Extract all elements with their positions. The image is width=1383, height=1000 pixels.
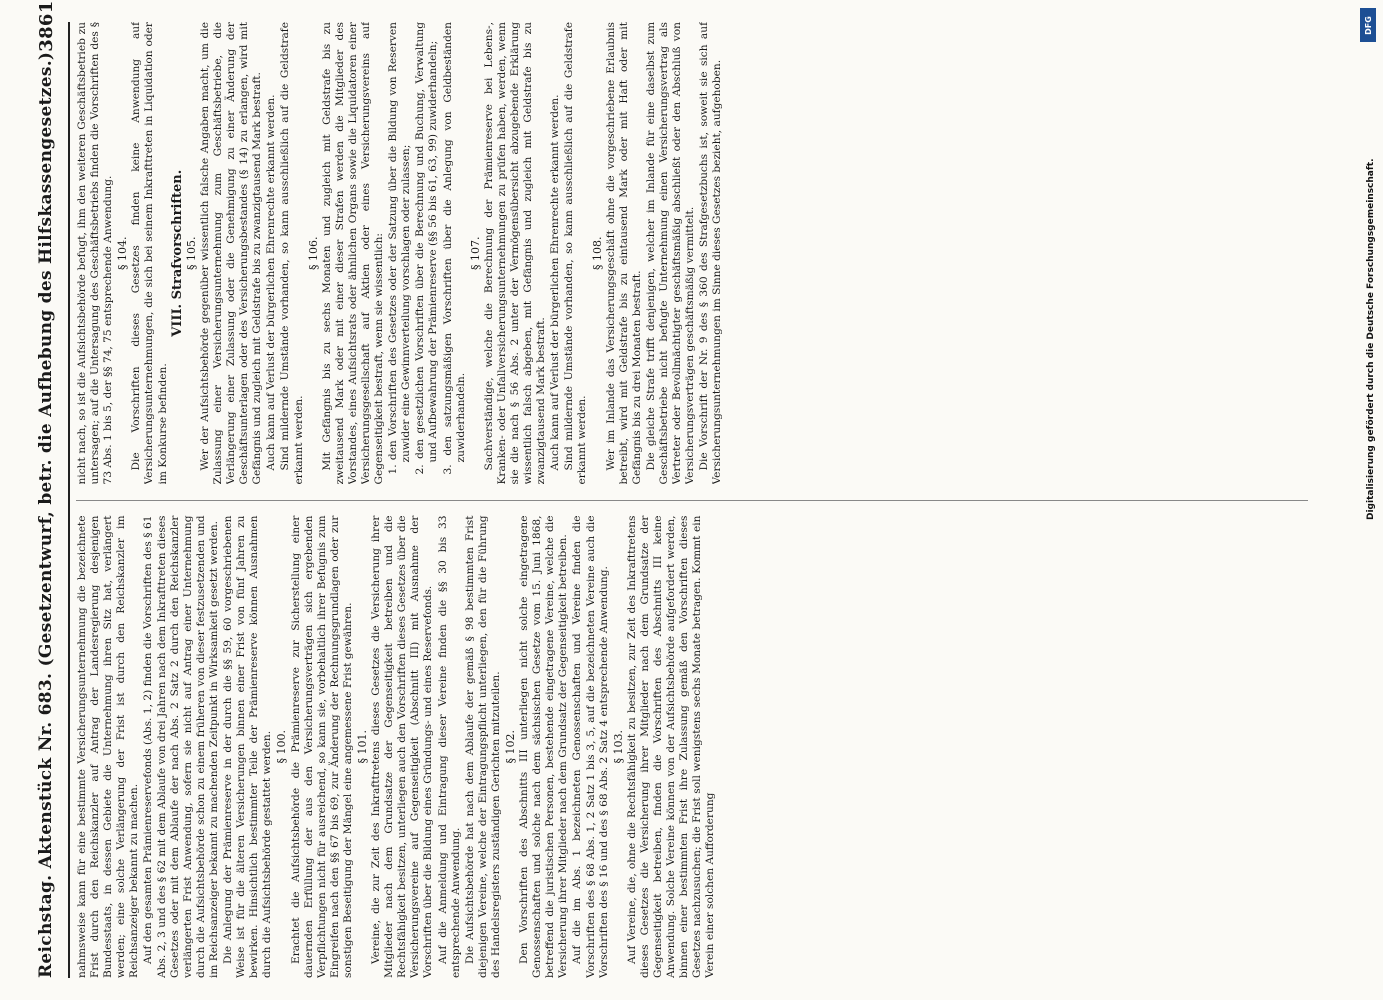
list-item: 2. den gesetzlichen Vorschriften über die Berechnung und Buchung, Verwaltung und Aufbewahrung der Prämienreserve (§§ 56 bis 61, 63, 99) zuwiderhandeln; — [414, 22, 440, 475]
list-item: 1. den Vorschriften des Gesetzes oder der Satzung über die Bildung von Reserven zuwider eine Gewinnverteilung vorschlagen oder zulassen; — [387, 22, 413, 475]
paragraph: Auf Vereine, die, ohne die Rechtsfähigkeit zu besitzen, zur Zeit des Inkrafttretens dieses Gesetzes die Versicherung ihrer Mitglieder nach dem Grundsatze der Gegenseitigkeit betreiben, finden die Vorschriften des Abschnitts III keine Anwendung. Solche Vereine können von der Aufsichtsbehörde aufgefordert werden, binnen einer bestimmten Frist ihre Zulassung gemäß den Vorschriften dieses Gesetzes nachzusuchen; die Frist soll wenigstens sechs Monate betragen. Kommt ein Verein einer solchen Aufforderung — [625, 515, 717, 978]
paragraph: Die Vorschrift der Nr. 9 des § 360 des Strafgesetzbuchs ist, soweit sie sich auf Versicherungsunternehmungen im Sinne dieses Gesetzes bezieht, aufgehoben. — [698, 22, 724, 485]
paragraph: nahmsweise kann für eine bestimmte Versicherungsunternehmung die bezeichnete Frist durch den Reichskanzler auf Antrag der Landesregierung desjenigen Bundesstaats, in dessen Gebiete die Unternehmung ihren Sitz hat, verlängert werden; eine solche Verlängerung der Frist ist durch den Reichskanzler im Reichsanzeiger bekannt zu machen. — [76, 515, 141, 978]
section-number: § 100. — [275, 730, 289, 764]
list-item: 3. den satzungsmäßigen Vorschriften über die Anlegung von Geldbeständen zuwiderhandeln. — [441, 22, 467, 475]
paragraph: Die Vorschriften dieses Gesetzes finden keine Anwendung auf Versicherungsunternehmungen, die sich bei seinem Inkrafttreten in Liquidation oder im Konkurse befinden. — [130, 22, 169, 485]
paragraph: Auf die Anmeldung und Eintragung dieser Vereine finden die §§ 30 bis 33 entsprechende Anwendung. — [436, 515, 462, 978]
paragraph: Auf den gesamten Prämienreservefonds (Abs. 1, 2) finden die Vorschriften des § 61 Abs. 2, 3 und des § 62 mit dem Ablaufe von drei Jahren nach dem Inkrafttreten dieses Gesetzes oder mit dem Ablaufe der nach Abs. 2 Satz 2 durch den Reichskanzler verlängerten Frist Anwendung, sofern sie nicht auf Antrag einer Unternehmung durch die Aufsichtsbehörde schon zu einem früheren von dieser festzusetzenden und im Reichsanzeiger bekannt zu machenden Zeitpunkt in Wirksamkeit gesetzt werden. — [142, 515, 220, 978]
text-columns — [76, 22, 1308, 978]
section-number: § 103. — [611, 730, 625, 764]
paragraph: Auf die im Abs. 1 bezeichneten Genossenschaften und Vereine finden die Vorschriften des § 68 Abs. 1, 2 Satz 1 bis 3, 5, auf die bezeichneten Vereine auch die Vorschriften des § 16 und des § 68 Abs. 2 Satz 4 entsprechende Anwendung. — [571, 515, 610, 978]
section-number: § 101. — [355, 730, 369, 764]
paragraph: Sind mildernde Umstände vorhanden, so kann ausschließlich auf die Geldstrafe erkannt werden. — [279, 22, 305, 485]
section-number: § 105. — [184, 236, 198, 270]
section-number: § 108. — [590, 236, 604, 270]
paragraph: Die Aufsichtsbehörde hat nach dem Ablaufe der gemäß § 98 bestimmten Frist diejenigen Vereine, welche der Eintragungspflicht unterliegen, den für die Führung des Handelsregisters zuständigen Gerichten mitzuteilen. — [463, 515, 502, 978]
paragraph: Die gleiche Strafe trifft denjenigen, welcher im Inlande für eine daselbst zum Geschäftsbetriebe nicht befugte Unternehmung einen Versicherungsvertrag als Vertreter oder Bevollmächtigter geschäftsmäßig abschließt oder den Abschluß von Versicherungsverträgen geschäftsmäßig vermittelt. — [644, 22, 697, 485]
section-number: § 107. — [468, 236, 482, 270]
paragraph: Vereine, die zur Zeit des Inkrafttretens dieses Gesetzes die Versicherung ihrer Mitglieder nach dem Grundsatze der Gegenseitigkeit betreiben und die Rechtsfähigkeit besitzen, unterliegen auch den Vorschriften dieses Gesetzes über die Versicherungsvereine auf Gegenseitigkeit (Abschnitt III) mit Ausnahme der Vorschriften über die Bildung eines Gründungs- und eines Reservefonds. — [370, 515, 435, 978]
rotated-document — [16, 0, 1316, 1000]
section-number: § 104. — [116, 236, 130, 270]
paragraph: Mit Gefängnis bis zu sechs Monaten und zugleich mit Geldstrafe bis zu zweitausend Mark oder mit einer dieser Strafen werden die Mitglieder des Vorstandes, eines Aufsichtsrats oder ähnlichen Organs sowie die Liquidatoren einer Versicherungsgesellschaft auf Aktien oder eines Versicherungsvereins auf Gegenseitigkeit bestraft, wenn sie wissentlich: — [320, 22, 386, 485]
paragraph: Die Anlegung der Prämienreserve in der durch die §§ 59, 60 vorgeschriebenen Weise ist für die älteren Versicherungen binnen einer Frist von fünf Jahren zu bewirken. Hinsichtlich bestimmter Teile der Prämienreserve können Ausnahmen durch die Aufsichtsbehörde gestattet werden. — [222, 515, 274, 978]
paragraph: Auch kann auf Verlust der bürgerlichen Ehrenrechte erkannt werden. — [265, 94, 278, 471]
paragraph: Wer der Aufsichtsbehörde gegenüber wissentlich falsche Angaben macht, um die Zulassung einer Versicherungsunternehmung zum Geschäftsbetriebe, die Verlängerung einer Zulassung oder die Genehmigung zu einer Änderung der Geschäftsunterlagen oder des Versicherungsbestandes (§ 14) zu erlangen, wird mit Gefängnis und zugleich mit Geldstrafe bis zu zwanzigtausend Mark bestraft. — [198, 22, 264, 485]
dfg-logo: DFG — [1360, 8, 1376, 42]
section-heading: VIII. Strafvorschriften. — [169, 169, 185, 337]
section-number: § 102. — [504, 730, 517, 764]
paragraph: nicht nach, so ist die Aufsichtsbehörde befugt, ihm den weiteren Geschäftsbetrieb zu untersagen; auf die Untersagung des Geschäftsbetriebs finden die Vorschriften des § 73 Abs. 1 bis 5, der §§ 74, 75 entsprechende Anwendung. — [76, 22, 115, 485]
page-number: 3861 — [35, 0, 57, 52]
left-column — [76, 501, 1308, 979]
paragraph: Wer im Inlande das Versicherungsgeschäft ohne die vorgeschriebene Erlaubnis betreibt, wird mit Geldstrafe bis zu eintausend Mark oder mit Haft oder mit Gefängnis bis zu drei Monaten bestraft. — [604, 22, 643, 485]
digitization-credit: Digitalisierung gefördert durch die Deutsche Forschungsgemeinschaft. — [1366, 158, 1376, 520]
right-column — [76, 22, 1308, 485]
paragraph: Sind mildernde Umstände vorhanden, so kann ausschließlich auf die Geldstrafe erkannt werden. — [563, 22, 589, 485]
page-header — [24, 0, 70, 978]
section-number: § 106. — [306, 236, 320, 270]
paragraph: Den Vorschriften des Abschnitts III unterliegen nicht solche eingetragene Genossenschaften und solche nach dem sächsischen Gesetze vom 15. Juni 1868, betreffend die juristischen Personen, bestehende eingetragene Vereine, welche die Versicherung ihrer Mitglieder nach dem Grundsatz der Gegenseitigkeit betreiben. — [518, 515, 570, 978]
paragraph: Auch kann auf Verlust der bürgerlichen Ehrenrechte erkannt werden. — [549, 94, 562, 471]
paragraph: Sachverständige, welche die Berechnung der Prämienreserve bei Lebens-, Kranken- oder Unfallversicherungsunternehmungen zu prüfen haben, werden, wenn sie die nach § 56 Abs. 2 unter der Vermögensübersicht abzugebende Erklärung wissentlich falsch abgeben, mit Gefängnis und zugleich mit Geldstrafe bis zu zwanzigtausend Mark bestraft. — [482, 22, 548, 485]
header-title: Reichstag. Aktenstück Nr. 683. (Gesetzentwurf, betr. die Aufhebung des Hilfskassengesetzes.) — [36, 51, 56, 978]
paragraph: Erachtet die Aufsichtsbehörde die Prämienreserve zur Sicherstellung einer dauernden Erfüllung der aus den Versicherungsverträgen sich ergebenden Verpflichtungen nicht für ausreichend, so kann sie, vorbehaltlich ihrer Befugnis zum Eingreifen nach den §§ 67 bis 69, zur Änderung der Rechnungsgrundlagen oder zur sonstigen Beseitigung der Mängel eine angemessene Frist gewähren. — [289, 515, 354, 978]
